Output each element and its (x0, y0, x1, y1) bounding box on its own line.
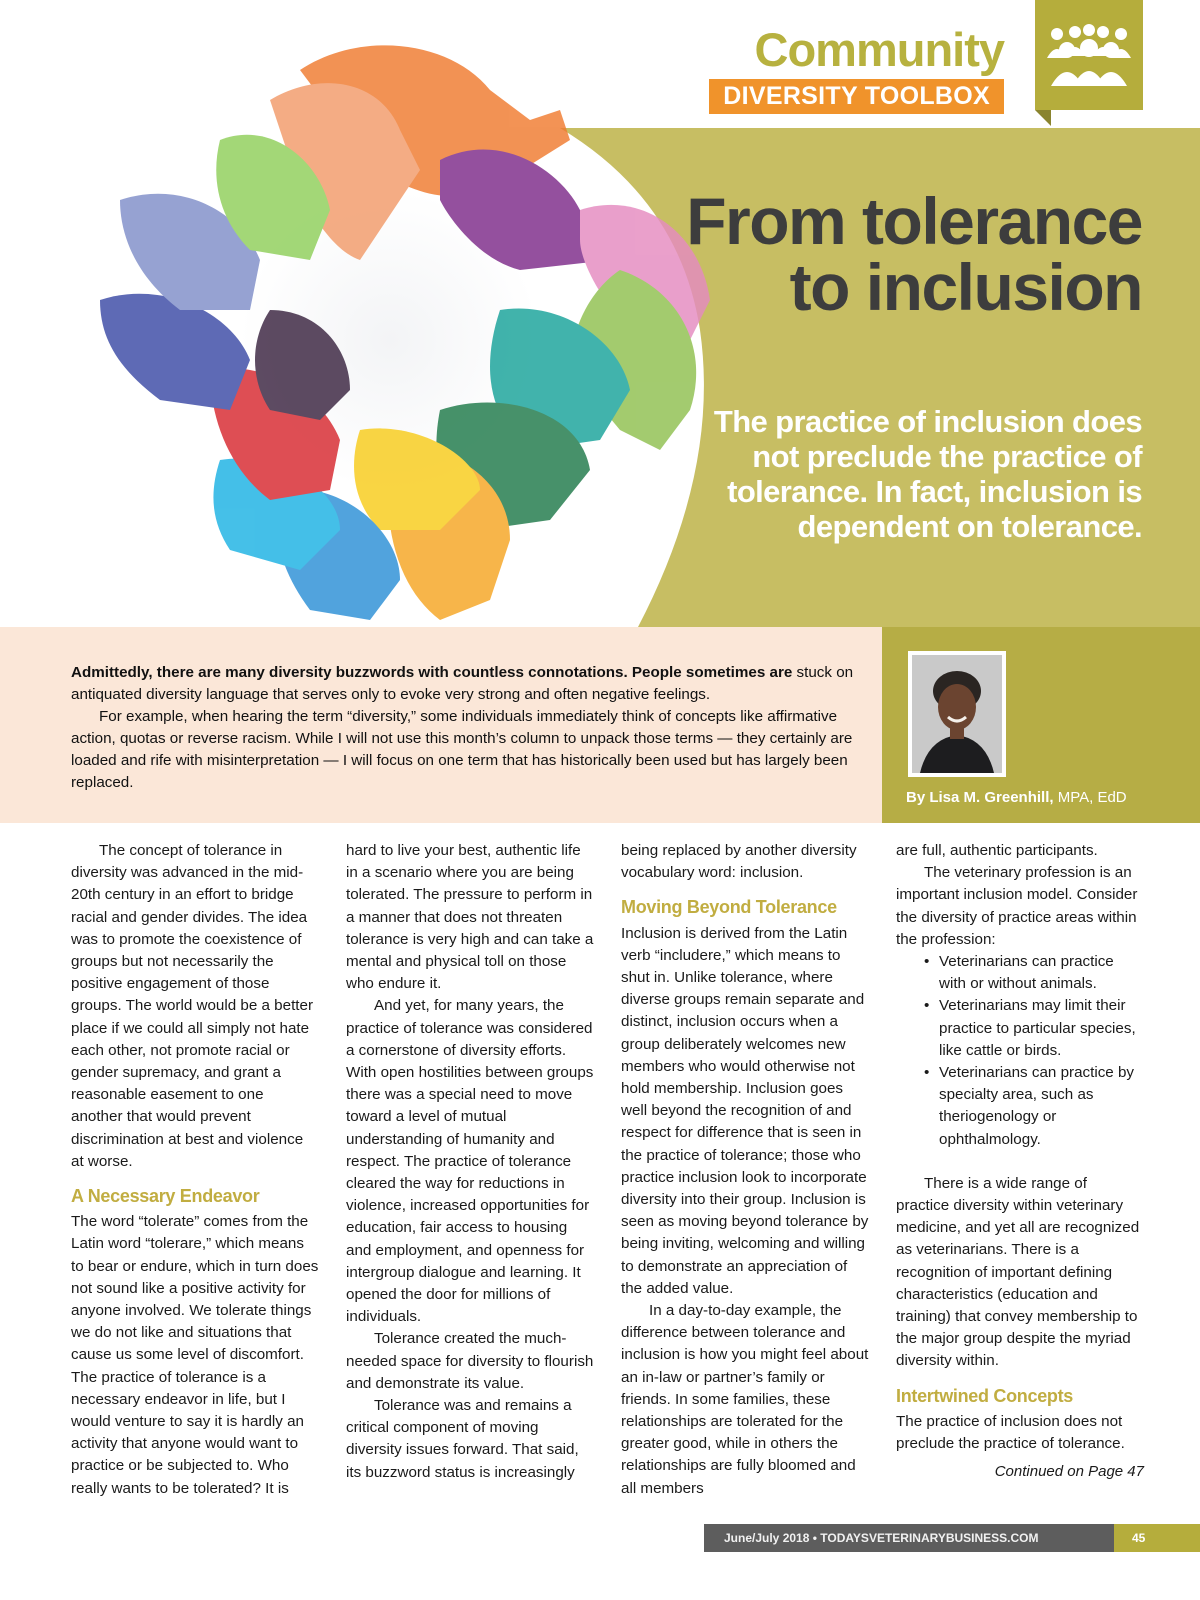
col4-paragraph-1: are full, authentic participants. (896, 842, 1098, 859)
list-item: • Veterinarians can practice by specialty area, such as theriogenology or ophthalmology. (896, 1062, 1144, 1151)
intro-paragraph-2: For example, when hearing the term “diversity,” some individuals immediately think of concepts like affirmative action, quotas or reverse racism. While I will not use this month’s column to unpack those terms — they certainly are loaded and rife with misinterpretation — I will focus on one term that has historically been used but has largely been replaced. (71, 708, 853, 791)
list-item: • Veterinarians can practice with or without animals. (896, 951, 1144, 995)
column-1 (71, 840, 319, 1500)
community-badge (1035, 0, 1143, 110)
subhead-moving-beyond-tolerance: Moving Beyond Tolerance (621, 897, 837, 918)
col2-paragraph-3: Tolerance created the much-needed space for diversity to flourish and demonstrate its value. (346, 1330, 594, 1392)
hero (0, 0, 1200, 627)
col3-paragraph-3: In a day-to-day example, the difference between tolerance and inclusion is how you might feel about an in-law or partner’s family or friends. In some families, these relationships are tolerated for the greater good, while in others the relationships are fully bloomed and all members (621, 1302, 869, 1497)
author-name: By Lisa M. Greenhill, (906, 789, 1054, 806)
col2-paragraph-1: hard to live your best, authentic life in a scenario where you are being tolerated. The pressure to perform in a manner that does not threaten tolerance is very high and can take a mental and physical toll on those who endure it. (346, 842, 594, 993)
col3-paragraph-1: being replaced by another diversity vocabulary word: inclusion. (621, 842, 857, 882)
intro-lead-rest: stuck on antiquated diversity language that serves only to evoke very strong and often negative feelings. (71, 664, 854, 703)
col1-paragraph-2: The word “tolerate” comes from the Latin word “tolerare,” which means to bear or endure, which in turn does not sound like a positive activity for anyone involved. We tolerate things we do not like and situations that cause us some level of discomfort. The practice of tolerance is a necessary endeavor in life, but I would venture to say it is hardly an activity that anyone would want to practice or be subjected to. Who really wants to be tolerated? It is (71, 1213, 319, 1497)
byline (906, 789, 1127, 806)
section-header (709, 23, 1004, 114)
col3-paragraph-2: Inclusion is derived from the Latin verb “includere,” which means to shut in. Unlike tolerance, where diverse groups remain separate and distinct, inclusion occurs when a group deliberately welcomes new members who would otherwise not hold membership. Inclusion goes well beyond the recognition of and respect for difference that is seen in the practice of tolerance; those who practice inclusion look to incorporate diversity into their group. Inclusion is seen as moving beyond tolerance by being inviting, welcoming and willing to demonstrate an appreciation of the added value. (621, 924, 869, 1297)
col4-paragraph-2: The veterinary profession is an important inclusion model. Consider the diversity of practice areas within the profession: (896, 864, 1138, 948)
subhead-intertwined-concepts: Intertwined Concepts (896, 1385, 1074, 1406)
page-number: 45 (1114, 1524, 1200, 1552)
column-3 (621, 840, 869, 1500)
col4-paragraph-3: There is a wide range of practice diversity within veterinary medicine, and yet all are recognized as veterinarians. There is a recognition of important defining characteristics (education and training) that convey membership to the major group despite the myriad diversity within. (896, 1174, 1140, 1370)
community-people-icon (1035, 0, 1143, 110)
col2-paragraph-2: And yet, for many years, the practice of tolerance was considered a cornerstone of diversity efforts. With open hostilities between groups there was a special need to move toward a level of mutual understanding of humanity and respect. The practice of tolerance cleared the way for reductions in violence, increased opportunities for education, fair access to housing and employment, and openness for intergroup dialogue and learning. It opened the door for millions of individuals. (346, 997, 594, 1326)
list-item: • Veterinarians may limit their practice to particular species, like cattle or birds. (896, 995, 1144, 1062)
continued-on-link[interactable]: Continued on Page 47 (994, 1463, 1144, 1480)
subhead-necessary-endeavor: A Necessary Endeavor (71, 1186, 260, 1207)
article-headline: From tolerance to inclusion (686, 184, 1142, 324)
column-2 (346, 840, 594, 1484)
article-dek: The practice of inclusion does not preclude the practice of tolerance. In fact, inclusion is dependent on tolerance. (713, 404, 1142, 544)
section-title: Community (754, 23, 1004, 76)
col1-paragraph-1: The concept of tolerance in diversity was advanced in the mid-20th century in an effort to bridge racial and gender divides. The idea was to promote the coexistence of groups but not necessarily the positive engagement of those groups. The world would be a better place if we could all simply not hate each other, not promote racial or gender supremacy, and grant a reasonable easement to one another that would prevent discrimination at best and violence at worse. (71, 842, 314, 1170)
author-credentials: MPA, EdD (1053, 789, 1127, 806)
practice-areas-list (896, 951, 1144, 1151)
intro-lead: Admittedly, there are many diversity buzzwords with countless connotations. People sometimes are (71, 664, 793, 681)
col2-paragraph-4: Tolerance was and remains a critical component of moving diversity issues forward. That said, its buzzword status is increasingly (346, 1397, 579, 1481)
badge-fold (1035, 110, 1051, 126)
author-portrait-photo (908, 651, 1006, 777)
footer-issue: June/July 2018 • TODAYSVETERINARYBUSINESS.COM (704, 1524, 1114, 1552)
section-subtitle: DIVERSITY TOOLBOX (709, 79, 1004, 114)
column-4 (896, 840, 1144, 1455)
article-intro (71, 662, 871, 794)
spacer (896, 1151, 1144, 1173)
col4-paragraph-4: The practice of inclusion does not preclude the practice of tolerance. (896, 1412, 1125, 1453)
